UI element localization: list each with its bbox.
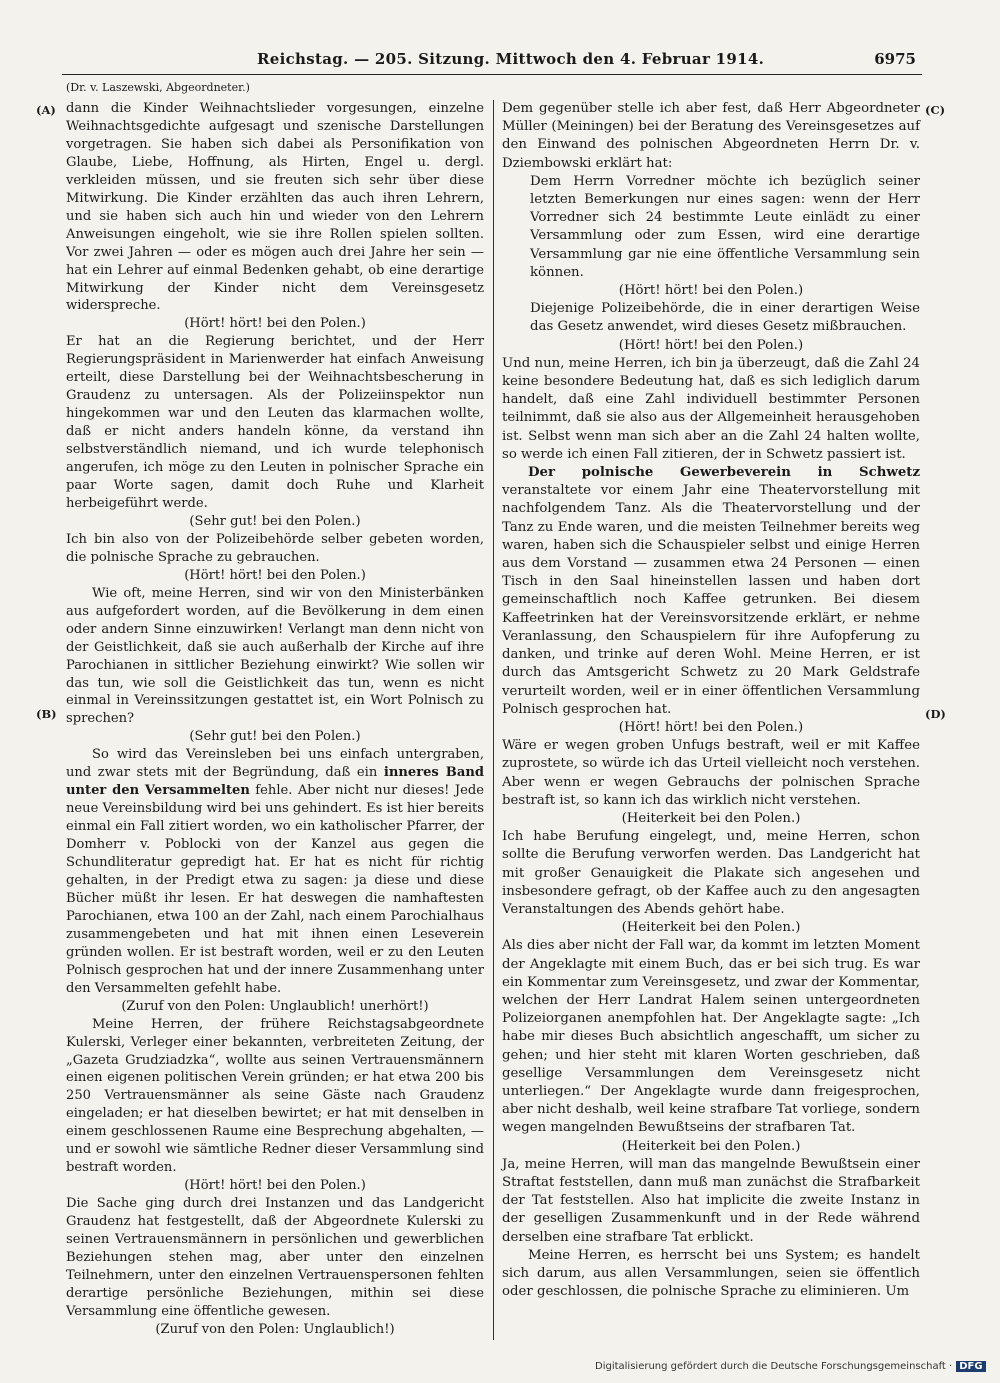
interjection: (Zuruf von den Polen: Unglaublich!)	[155, 1321, 395, 1337]
interjection: (Hört! hört! bei den Polen.)	[618, 337, 804, 353]
speaker-note: (Dr. v. Laszewski, Abgeordneter.)	[66, 81, 250, 94]
interjection: (Sehr gut! bei den Polen.)	[189, 729, 361, 745]
paragraph: Ich bin also von der Polizeibehörde selber gebeten worden, die polnische Sprache zu gebrauchen.	[66, 531, 484, 565]
column-divider	[493, 100, 494, 1340]
interjection: (Heiterkeit bei den Polen.)	[621, 810, 801, 826]
footer-text: Digitalisierung gefördert durch die Deutsche Forschungsgemeinschaft ·	[595, 1361, 953, 1372]
paragraph: Dem gegenüber stelle ich aber fest, daß Herr Abgeordneter Müller (Meiningen) bei der Beratung des Vereinsgesetzes auf den Einwand des polnischen Abgeordneten Herrn Dr. v. Dziembowski erklärt hat:	[502, 101, 920, 171]
footer-credit	[595, 1361, 986, 1372]
paragraph	[66, 746, 484, 997]
text-run: So wird das Vereinsleben bei uns einfach untergraben, und zwar stets mit der Begründung, daß ein	[66, 747, 484, 781]
paragraph: dann die Kinder Weihnachtslieder vorgesungen, einzelne Weihnachtsgedichte aufgesagt und szenische Darstellungen vorgetragen. Sie haben sich dabei als Personifikation von Glaube, Liebe, Hoffnung, als Hirten, Engel u. dergl. verkleiden müssen, und sie freuten sich sehr über diese Mitwirkung. Die Kinder erzählten das auch ihren Lehrern, und sie haben sich auch hin und wieder von den Lehrern Anweisungen eingeholt, wie sie ihre Rollen spielen sollten. Vor zwei Jahren — oder es mögen auch drei Jahre her sein — hat ein Lehrer auf einmal Bedenken gehabt, ob eine derartige Mitwirkung der Kinder nicht dem Vereinsgesetz widerspreche.	[66, 101, 484, 314]
quotation: Diejenige Polizeibehörde, die in einer derartigen Weise das Gesetz anwendet, wird dieses Gesetz mißbrauchen.	[530, 301, 920, 335]
paragraph: Die Sache ging durch drei Instanzen und das Landgericht Graudenz hat festgestellt, daß der Abgeordnete Kulerski zu seinen Vertrauensmännern in persönlichen und gewerblichen Beziehungen stehen mag, aber unter den einzelnen Teilnehmern, unter den einzelnen Vertrauenspersonen fehlten derartige persönliche Beziehungen, mithin sei diese Versammlung eine öffentliche gewesen.	[66, 1196, 484, 1319]
left-column	[66, 100, 484, 1339]
interjection: (Hört! hört! bei den Polen.)	[618, 719, 804, 735]
interjection: (Hört! hört! bei den Polen.)	[184, 1178, 366, 1194]
interjection: (Hört! hört! bei den Polen.)	[618, 283, 804, 299]
margin-mark-a: (A)	[36, 103, 56, 117]
paragraph: Wie oft, meine Herren, sind wir von den Ministerbänken aus aufgefordert worden, auf die Bevölkerung in dem einen oder andern Sinne einzuwirken! Verlangt man denn nicht von der Geistlichkeit, daß sie auch außerhalb der Kirche auf ihre Parochianen in sittlicher Beziehung einwirkt? Wie sollen wir das tun, wie soll die Geistlichkeit das tun, wenn es nicht einmal in Vereinssitzungen gestattet ist, ein Wort Polnisch zu sprechen?	[66, 585, 484, 727]
page-number: 6975	[874, 50, 916, 68]
paragraph: Wäre er wegen groben Unfugs bestraft, weil er mit Kaffee zuprostete, so würde ich das Urteil vielleicht noch verstehen. Aber wenn er wegen Gebrauchs der polnischen Sprache bestraft ist, so kann ich das wirklich nicht verstehen.	[502, 738, 920, 808]
paragraph: Er hat an die Regierung berichtet, und der Herr Regierungspräsident in Marienwerder hat einfach Anweisung erteilt, diese Darstellung bei der Weihnachtsbescherung in Graudenz zu untersagen. Als der Polizeiinspektor nun hingekommen war und den Leuten das klarmachen wollte, daß er nicht anders handeln könne, da verstand ihn selbstverständlich niemand, und ich wurde telephonisch angerufen, ich möge zu den Leuten in polnischer Sprache ein paar Worte sagen, damit doch Ruhe und Klarheit herbeigeführt werde.	[66, 334, 484, 511]
paragraph: Als dies aber nicht der Fall war, da kommt im letzten Moment der Angeklagte mit einem Buch, das er bei sich trug. Es war ein Kommentar zum Vereinsgesetz, und zwar der Kommentar, welchen der Herr Landrat Halem seinen untergeordneten Polizeiorganen anempfohlen hat. Der Angeklagte sagte: „Ich habe mir dieses Buch absichtlich angeschafft, um sicher zu gehen; und hier steht mit klaren Worten geschrieben, daß gesellige Versammlungen dem Vereinsgesetz nicht unterliegen.“ Der Angeklagte wurde dann freigesprochen, aber nicht deshalb, weil keine strafbare Tat vorliege, sondern wegen mangelnden Bewußtseins der strafbaren Tat.	[502, 938, 920, 1136]
paragraph	[502, 464, 920, 719]
interjection: (Sehr gut! bei den Polen.)	[189, 513, 361, 529]
interjection: (Heiterkeit bei den Polen.)	[621, 1138, 801, 1154]
page-header	[62, 50, 922, 75]
paragraph: Ich habe Berufung eingelegt, und, meine Herren, schon sollte die Berufung verworfen werden. Das Landgericht hat mit großer Genauigkeit die Plakate sich angesehen und insbesondere gefragt, ob der Kaffee auch zu den angesagten Veranstaltungen des Abends gehört habe.	[502, 829, 920, 917]
text-run: veranstaltete vor einem Jahr eine Theatervorstellung mit nachfolgendem Tanz. Als die Theatervorstellung und der Tanz zu Ende waren, und die meisten Teilnehmer bereits weg waren, haben sich die Schauspieler selbst und einige Herren aus dem Vorstand — zusammen etwa 24 Personen — einen Tisch in den Saal hineinstellen lassen und haben dort gemeinschaftlich noch Kaffee getrunken. Bei diesem Kaffeetrinken hat der Vereinsvorsitzende erklärt, er nehme Veranlassung, den Schauspielern für ihre Aufopferung zu danken, und trinke auf deren Wohl. Meine Herren, er ist durch das Amtsgericht Schwetz zu 20 Mark Geldstrafe verurteilt worden, weil er in einer öffentlichen Versammlung Polnisch gesprochen hat.	[502, 483, 920, 717]
margin-mark-b: (B)	[36, 707, 57, 721]
quotation: Dem Herrn Vorredner möchte ich bezüglich seiner letzten Bemerkungen nur eines sagen: wenn der Herr Vorredner sich 24 bestimmte Leute einlädt zu einer Versammlung oder zum Essen, wird eine derartige Versammlung gar nie eine öffentliche Versammlung sein können.	[530, 173, 920, 280]
paragraph: Ja, meine Herren, will man das mangelnde Bewußtsein einer Straftat feststellen, dann muß man zunächst die Strafbarkeit der Tat feststellen. Also hat implicite die zweite Instanz in der geselligen Zusammenkunft und in der Rede während derselben eine strafbare Tat erblickt.	[502, 1156, 920, 1245]
right-column	[502, 100, 920, 1301]
paragraph: Meine Herren, es herrscht bei uns System; es handelt sich darum, aus allen Versammlungen, seien sie öffentlich oder geschlossen, die polnische Sprache zu eliminieren. Um	[502, 1247, 920, 1300]
paragraph: Meine Herren, der frühere Reichstagsabgeordnete Kulerski, Verleger einer bekannten, verbreiteten Zeitung, der „Gazeta Grudziadzka“, wollte aus seinen Vertrauensmännern einen eigenen politischen Verein gründen; er hat etwa 200 bis 250 Vertrauensmänner als seine Gäste nach Graudenz eingeladen; er hat dieselben bewirtet; er hat mit denselben in einem geschlossenen Raume eine Besprechung abgehalten, — und er sowohl wie sämtliche Redner dieser Versammlung sind bestraft worden.	[66, 1016, 484, 1176]
interjection: (Heiterkeit bei den Polen.)	[621, 920, 801, 936]
emphasis-text: Der polnische Gewerbeverein in Schwetz	[528, 465, 920, 481]
interjection: (Hört! hört! bei den Polen.)	[184, 316, 366, 332]
interjection: (Zuruf von den Polen: Unglaublich! unerhört!)	[121, 998, 429, 1014]
emphasis-text: inneres Band unter den Versammelten	[66, 765, 484, 799]
text-run: fehle. Aber nicht nur dieses! Jede neue Vereinsbildung wird bei uns gehindert. Es ist hier bereits einmal ein Fall zitiert worden, wo ein katholischer Pfarrer, der Domherr v. Poblocki von der Kanzel aus gegen die Schundliteratur gepredigt hat. Er hat es nicht für richtig gehalten, in der Predigt etwa zu sagen: ja diese und diese Bücher müßt ihr lesen. Er hat deswegen die namhaftesten Parochianen, etwa 100 an der Zahl, nach einem Parochialhaus zusammengebeten und hat mit ihnen einen Leseverein gründen wollen. Er ist bestraft worden, weil er zu den Leuten Polnisch gesprochen hat und der innere Zusammenhang unter den Versammelten gefehlt habe.	[66, 783, 484, 996]
dfg-logo: DFG	[956, 1361, 985, 1372]
margin-mark-c: (C)	[925, 103, 946, 117]
paragraph: Und nun, meine Herren, ich bin ja überzeugt, daß die Zahl 24 keine besondere Bedeutung hat, daß es sich lediglich darum handelt, daß eine Zahl individuell bestimmter Personen teilnimmt, daß sie also aus der Allgemeinheit herausgehoben ist. Selbst wenn man sich aber an die Zahl 24 halten wollte, so werde ich einen Fall zitieren, der in Schwetz passiert ist.	[502, 355, 921, 462]
margin-mark-d: (D)	[925, 707, 946, 721]
page-title: Reichstag. — 205. Sitzung. Mittwoch den 4. Februar 1914.	[257, 50, 765, 68]
interjection: (Hört! hört! bei den Polen.)	[184, 567, 366, 583]
